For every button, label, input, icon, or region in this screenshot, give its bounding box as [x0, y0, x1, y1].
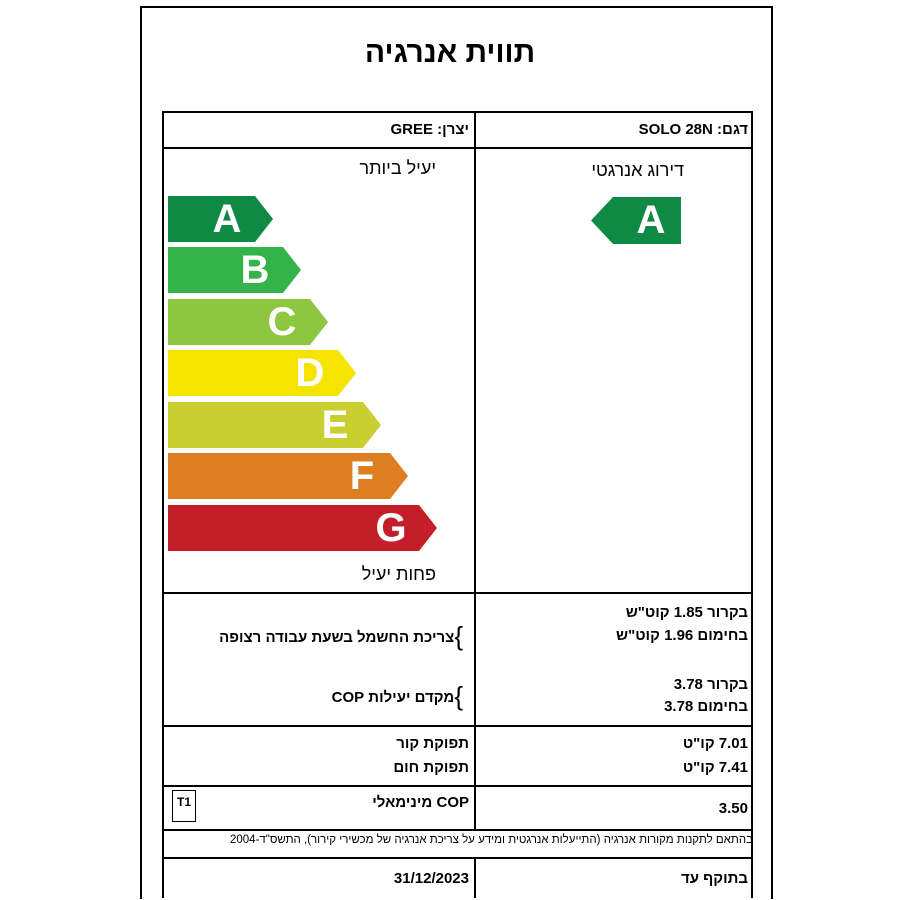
grade-letter: A	[212, 197, 242, 241]
heat-capacity-label: תפוקת חום	[393, 759, 469, 776]
label-title: תווית אנרגיה	[364, 36, 536, 69]
scale-bottom-caption: פחות יעיל	[361, 564, 436, 584]
row-divider	[162, 725, 753, 727]
cop-label	[331, 680, 463, 711]
consumption-cooling: בקרור 1.85 קוט"ש	[625, 604, 748, 621]
grade-letter: G	[375, 506, 407, 550]
row-divider	[162, 147, 753, 149]
min-cop-class-badge: T1	[172, 790, 196, 822]
consumption-heating: בחימום 1.96 קוט"ש	[616, 627, 748, 644]
row-divider	[162, 829, 753, 831]
brace-icon: }	[454, 681, 463, 711]
min-cop-value: 3.50	[718, 800, 748, 817]
cop-heating: בחימום 3.78	[664, 698, 748, 715]
grade-letter: D	[295, 351, 325, 395]
validity-date: 31/12/2023	[393, 870, 469, 887]
scale-top-caption: יעיל ביותר	[359, 158, 436, 178]
cool-capacity-value: 7.01 קו"ט	[682, 735, 748, 752]
grade-letter: B	[240, 248, 270, 292]
grade-arrow-b	[168, 247, 301, 293]
row-divider	[162, 785, 753, 787]
rating-letter: A	[636, 198, 666, 242]
rating-caption: דירוג אנרגטי	[591, 160, 684, 180]
legal-note: בהתאם לתקנות מקורות אנרגיה (התייעלות אנרגטית ומידע על צריכת אנרגיה של מכשירי קירור), התשס"ד-2004	[230, 834, 753, 846]
grade-arrow-f	[168, 453, 408, 499]
grade-arrow-a	[168, 196, 273, 242]
column-divider-bottom	[474, 857, 476, 898]
cop-cooling: בקרור 3.78	[673, 676, 748, 693]
brace-icon: }	[454, 621, 463, 651]
column-divider	[474, 111, 476, 829]
cop-label-text: מקדם יעילות COP	[331, 689, 455, 706]
grade-arrow-d	[168, 350, 356, 396]
heat-capacity-value: 7.41 קו"ט	[682, 759, 748, 776]
consumption-label-text: צריכת החשמל בשעת עבודה רצופה	[219, 629, 455, 646]
row-divider	[162, 857, 753, 859]
grade-arrow-e	[168, 402, 381, 448]
grade-letter: E	[321, 403, 349, 447]
grade-arrow-g	[168, 505, 437, 551]
min-cop-label: COP מינימאלי	[372, 794, 469, 811]
model-text: דגם: SOLO 28N	[638, 121, 748, 138]
cool-capacity-label: תפוקת קור	[396, 735, 469, 752]
row-divider	[162, 592, 753, 594]
consumption-label	[219, 620, 463, 651]
validity-label: בתוקף עד	[681, 870, 748, 887]
grade-letter: C	[267, 300, 297, 344]
manufacturer-text: יצרן: GREE	[390, 121, 469, 138]
grade-letter: F	[349, 454, 375, 498]
rating-arrow	[591, 197, 681, 244]
grade-arrow-c	[168, 299, 328, 345]
